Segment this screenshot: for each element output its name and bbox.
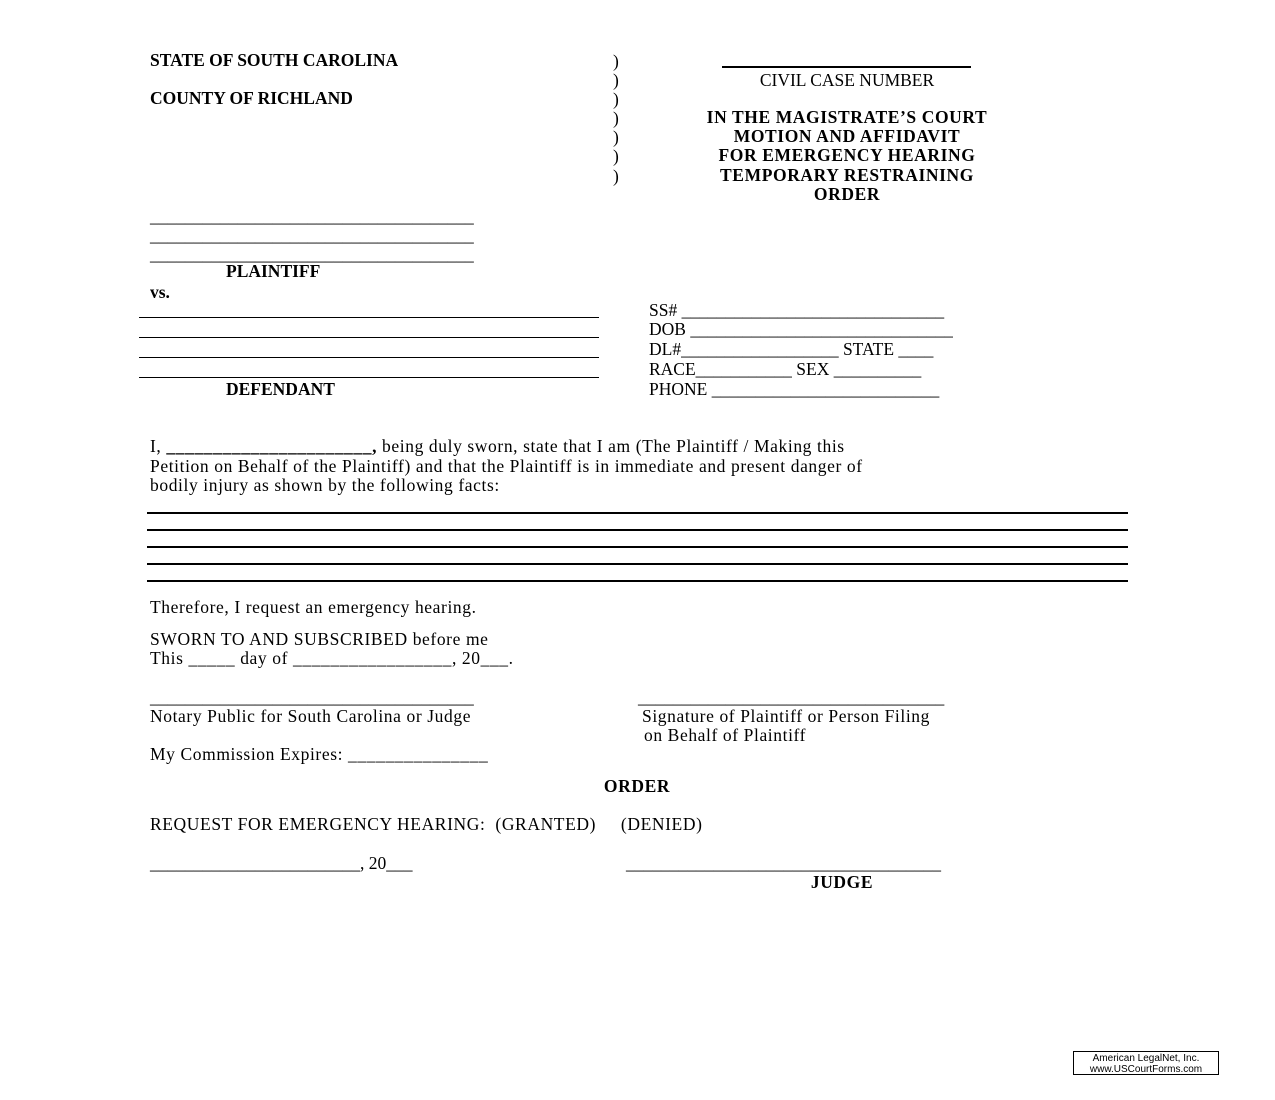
form-title: TEMPORARY RESTRAINING [720, 165, 974, 185]
affidavit-i: I, [150, 436, 167, 456]
race-sex-field[interactable]: RACE___________ SEX __________ [649, 359, 922, 379]
affidavit-text: being duly sworn, state that I am (The Plaintiff / Making this [377, 436, 845, 456]
publisher-watermark [1073, 1051, 1219, 1075]
form-title: FOR EMERGENCY HEARING [718, 145, 976, 165]
county-heading: COUNTY OF RICHLAND [150, 88, 353, 108]
defendant-address-line[interactable] [139, 337, 599, 338]
order-heading: ORDER [603, 776, 671, 796]
judge-signature-field[interactable]: ____________________________________ [626, 853, 941, 873]
defendant-label: DEFENDANT [226, 379, 335, 399]
watermark-company: American LegalNet, Inc. [1092, 1053, 1200, 1064]
judge-label: JUDGE [810, 872, 874, 892]
facts-line[interactable] [147, 563, 1128, 565]
plaintiff-signature-field[interactable]: ___________________________________ [638, 687, 945, 707]
phone-field[interactable]: PHONE __________________________ [649, 379, 940, 399]
plaintiff-signature-label: Signature of Plaintiff or Person Filing [642, 706, 930, 726]
facts-line[interactable] [147, 529, 1128, 531]
defendant-name-line[interactable] [139, 317, 599, 318]
facts-line[interactable] [147, 512, 1128, 514]
plaintiff-address-field[interactable]: _____________________________________ [150, 225, 474, 245]
form-title: MOTION AND AFFIDAVIT [733, 126, 961, 146]
facts-line[interactable] [147, 580, 1128, 582]
dob-field[interactable]: DOB ______________________________ [649, 319, 953, 339]
versus-label: vs. [150, 282, 170, 302]
notary-label: Notary Public for South Carolina or Judge [150, 706, 472, 726]
plaintiff-label: PLAINTIFF [226, 261, 321, 281]
watermark-url: www.USCourtForms.com [1089, 1064, 1203, 1075]
caption-paren: ) [613, 70, 619, 90]
notary-signature-field[interactable]: _____________________________________ [150, 687, 474, 707]
case-number-label: CIVIL CASE NUMBER [759, 70, 935, 90]
affidavit-line-1 [150, 436, 845, 456]
caption-paren: ) [613, 127, 619, 147]
affidavit-line-2: Petition on Behalf of the Plaintiff) and that the Plaintiff is in immediate and present danger of [150, 456, 863, 476]
plaintiff-address-field[interactable]: _____________________________________ [150, 244, 474, 264]
caption-paren: ) [613, 51, 619, 71]
caption-paren: ) [613, 89, 619, 109]
defendant-address-line[interactable] [139, 377, 599, 378]
caption-paren: ) [613, 108, 619, 128]
plaintiff-signature-label: on Behalf of Plaintiff [644, 725, 807, 745]
state-heading: STATE OF SOUTH CAROLINA [150, 50, 399, 70]
affiant-name-field[interactable]: ______________________, [166, 436, 378, 456]
commission-expires-field[interactable]: My Commission Expires: _______________ [150, 744, 489, 764]
caption-paren: ) [613, 146, 619, 166]
sworn-line: SWORN TO AND SUBSCRIBED before me [150, 629, 489, 649]
facts-line[interactable] [147, 546, 1128, 548]
caption-paren: ) [613, 166, 619, 186]
dl-state-field[interactable]: DL#__________________ STATE ____ [649, 339, 934, 359]
request-statement: Therefore, I request an emergency hearing. [150, 597, 477, 617]
ss-field[interactable]: SS# ______________________________ [649, 300, 945, 320]
court-title: IN THE MAGISTRATE’S COURT [706, 107, 988, 127]
order-date-field[interactable]: ________________________, 20___ [150, 853, 413, 873]
defendant-address-line[interactable] [139, 357, 599, 358]
affidavit-line-3: bodily injury as shown by the following facts: [150, 475, 500, 495]
sworn-date-field[interactable]: This _____ day of _________________, 20___. [150, 648, 514, 668]
form-title: ORDER [813, 184, 881, 204]
case-number-line[interactable] [722, 66, 971, 68]
emergency-request-line: REQUEST FOR EMERGENCY HEARING: (GRANTED) (DENIED) [150, 814, 703, 834]
plaintiff-name-field[interactable]: _____________________________________ [150, 206, 474, 226]
